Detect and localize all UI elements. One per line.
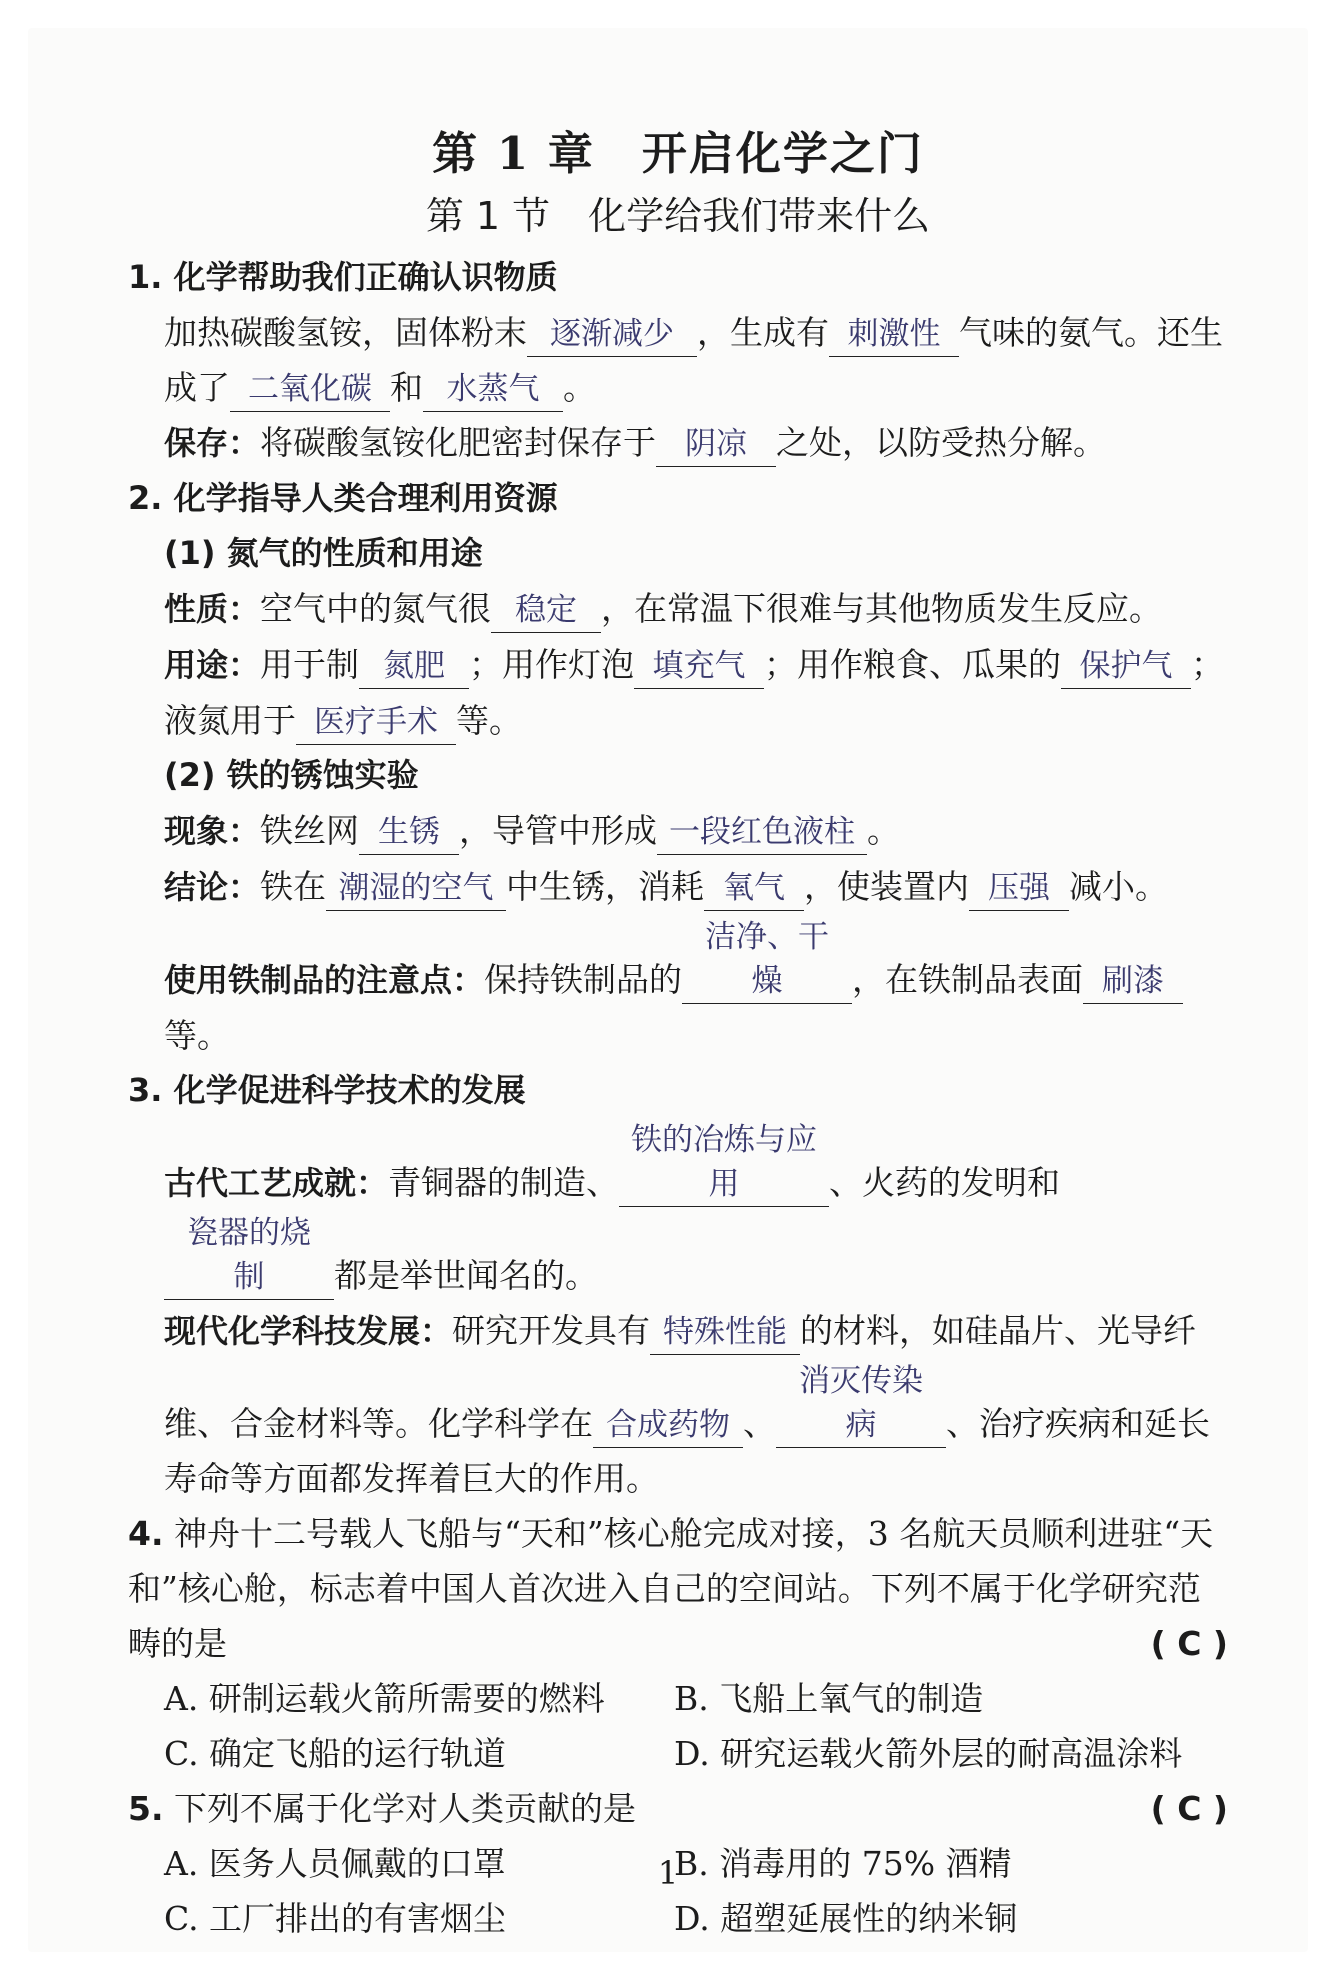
answer-blank: 合成药物 bbox=[593, 1403, 743, 1448]
label-modern: 现代化学科技发展： bbox=[164, 1312, 453, 1350]
question-answer: ( C ) bbox=[1150, 1624, 1228, 1663]
subheading-iron-rust: (2) 铁的锈蚀实验 bbox=[164, 756, 419, 794]
answer-blank: 阴凉 bbox=[656, 422, 776, 467]
label-conclusion: 结论： bbox=[164, 868, 261, 906]
chapter-title: 第 1 章 开启化学之门 bbox=[432, 127, 924, 180]
document-page bbox=[28, 28, 1308, 1952]
answer-blank: 消灭传染病 bbox=[776, 1359, 946, 1448]
answer-blank: 潮湿的空气 bbox=[326, 866, 506, 911]
answer-blank: 氧气 bbox=[704, 866, 804, 911]
answer-blank: 一段红色液柱 bbox=[657, 810, 867, 855]
option-d: D. 研究运载火箭外层的耐高温涂料 bbox=[674, 1734, 1183, 1773]
answer-blank: 水蒸气 bbox=[423, 367, 563, 412]
text: ；液氮用于 bbox=[164, 645, 1225, 740]
text: 、 bbox=[743, 1404, 776, 1443]
text: 的材料，如硅晶片、光导纤维、合金材料等。化学科学在 bbox=[164, 1311, 1197, 1443]
text: 等。 bbox=[164, 1016, 230, 1055]
heading-1: 1. 化学帮助我们正确认识物质 bbox=[128, 258, 558, 296]
label-property: 性质： bbox=[164, 590, 261, 628]
option-b: B. 消毒用的 75% 酒精 bbox=[674, 1844, 1012, 1883]
text: ，导管中形成 bbox=[459, 811, 658, 850]
text: 铁在 bbox=[260, 867, 327, 906]
answer-blank: 铁的冶炼与应用 bbox=[619, 1118, 829, 1207]
question-number: 4. bbox=[128, 1514, 164, 1553]
heading-2: 2. 化学指导人类合理利用资源 bbox=[128, 479, 558, 517]
text: ，在铁制品表面 bbox=[852, 960, 1084, 999]
label-ancient: 古代工艺成就： bbox=[164, 1164, 389, 1202]
answer-blank: 医疗手术 bbox=[296, 700, 456, 745]
text: ，使装置内 bbox=[804, 867, 970, 906]
option-a: A. 研制运载火箭所需要的燃料 bbox=[164, 1679, 605, 1718]
text: 之处，以防受热分解。 bbox=[776, 423, 1107, 462]
answer-blank: 填充气 bbox=[634, 644, 764, 689]
text: 。 bbox=[563, 368, 596, 407]
text: 气味的氨气。还生成了 bbox=[164, 313, 1223, 407]
text: 加热碳酸氢铵，固体粉末 bbox=[164, 313, 527, 352]
text: 和 bbox=[390, 368, 423, 407]
question-4-options bbox=[128, 1671, 1228, 1781]
question-answer: ( C ) bbox=[1150, 1789, 1228, 1828]
answer-blank: 稳定 bbox=[491, 588, 601, 633]
text: 、火药的发明和 bbox=[829, 1163, 1061, 1202]
label-phenomenon: 现象： bbox=[164, 812, 261, 850]
answer-blank: 刷漆 bbox=[1083, 959, 1183, 1004]
paragraph-storage bbox=[128, 415, 1228, 471]
paragraph-nitrogen-use bbox=[128, 637, 1228, 748]
text: 空气中的氮气很 bbox=[260, 589, 492, 628]
answer-blank: 洁净、干燥 bbox=[682, 915, 852, 1004]
question-4 bbox=[128, 1506, 1228, 1671]
text: 减小。 bbox=[1069, 867, 1169, 906]
text: 、治疗疾病和延长寿命等方面都发挥着巨大的作用。 bbox=[164, 1404, 1210, 1498]
answer-blank: 二氧化碳 bbox=[230, 367, 390, 412]
answer-blank: 生锈 bbox=[359, 810, 459, 855]
question-stem: 下列不属于化学对人类贡献的是 bbox=[174, 1789, 636, 1828]
answer-blank: 刺激性 bbox=[829, 312, 959, 357]
answer-blank: 压强 bbox=[969, 866, 1069, 911]
text: ；用作灯泡 bbox=[469, 645, 635, 684]
section-title: 第 1 节 化学给我们带来什么 bbox=[425, 194, 931, 238]
page-content bbox=[128, 124, 1228, 1946]
paragraph-conclusion bbox=[128, 859, 1228, 915]
paragraph-phenomenon bbox=[128, 803, 1228, 859]
answer-blank: 瓷器的烧制 bbox=[164, 1211, 334, 1300]
text: 将碳酸氢铵化肥密封保存于 bbox=[260, 423, 657, 462]
text: 等。 bbox=[456, 701, 522, 740]
paragraph-ancient bbox=[128, 1118, 1228, 1303]
option-b: B. 飞船上氧气的制造 bbox=[674, 1679, 984, 1718]
label-save: 保存： bbox=[164, 424, 261, 462]
text: ，在常温下很难与其他物质发生反应。 bbox=[601, 589, 1163, 628]
subheading-nitrogen: (1) 氮气的性质和用途 bbox=[164, 534, 483, 572]
option-c: C. 工厂排出的有害烟尘 bbox=[164, 1899, 507, 1938]
paragraph-iron-care bbox=[128, 915, 1228, 1063]
page-number: 1 bbox=[657, 1854, 679, 1892]
paragraph-heating bbox=[128, 305, 1228, 415]
heading-3: 3. 化学促进科学技术的发展 bbox=[128, 1071, 526, 1109]
answer-blank: 特殊性能 bbox=[650, 1310, 800, 1355]
answer-blank: 保护气 bbox=[1061, 644, 1191, 689]
label-note: 使用铁制品的注意点： bbox=[164, 961, 485, 999]
question-5 bbox=[128, 1781, 1228, 1836]
text: 都是举世闻名的。 bbox=[334, 1256, 598, 1295]
answer-blank: 逐渐减少 bbox=[527, 312, 697, 357]
option-a: A. 医务人员佩戴的口罩 bbox=[164, 1844, 506, 1883]
text: 研究开发具有 bbox=[452, 1311, 651, 1350]
text: 保持铁制品的 bbox=[484, 960, 683, 999]
option-c: C. 确定飞船的运行轨道 bbox=[164, 1734, 507, 1773]
question-number: 5. bbox=[128, 1789, 164, 1828]
paragraph-modern bbox=[128, 1303, 1228, 1506]
paragraph-nitrogen-property bbox=[128, 581, 1228, 637]
text: ，生成有 bbox=[697, 313, 829, 352]
text: ；用作粮食、瓜果的 bbox=[764, 645, 1062, 684]
text: 。 bbox=[867, 811, 901, 850]
answer-blank: 氮肥 bbox=[359, 644, 469, 689]
text: 中生锈，消耗 bbox=[506, 867, 705, 906]
text: 铁丝网 bbox=[260, 811, 360, 850]
text: 用于制 bbox=[260, 645, 360, 684]
option-d: D. 超塑延展性的纳米铜 bbox=[674, 1899, 1018, 1938]
question-stem: 神舟十二号载人飞船与“天和”核心舱完成对接，3 名航天员顺利进驻“天和”核心舱，标志着中国人首次进入自己的空间站。下列不属于化学研究范畴的是 bbox=[128, 1514, 1214, 1663]
text: 青铜器的制造、 bbox=[388, 1163, 620, 1202]
label-use: 用途： bbox=[164, 646, 261, 684]
